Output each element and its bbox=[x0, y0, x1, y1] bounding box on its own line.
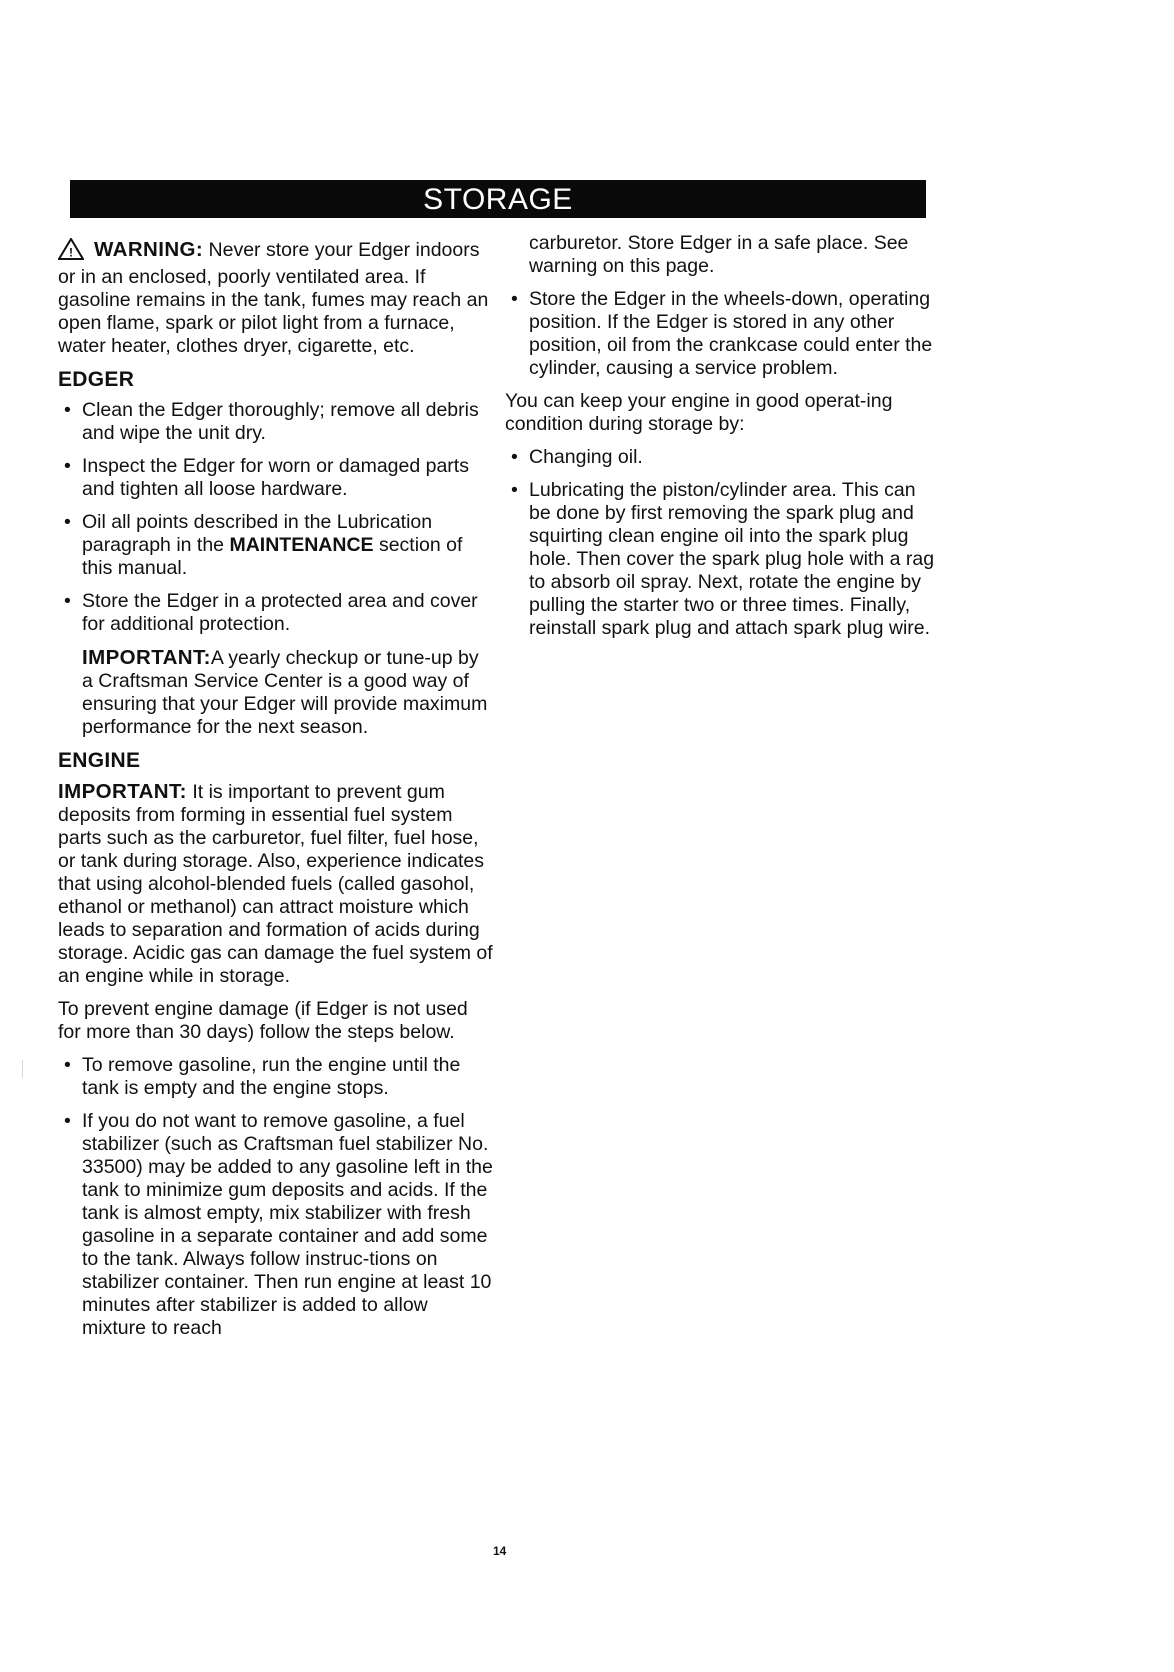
list-item-text: Oil all points described in the Lubrication paragraph in the bbox=[82, 511, 433, 556]
list-item: • Store the Edger in the wheels-down, operating position. If the Edger is stored in any other position, oil from the crankcase could enter the cylinder, causing a service problem. bbox=[511, 288, 933, 379]
warning-paragraph bbox=[58, 238, 494, 358]
section-title-banner: STORAGE bbox=[70, 180, 926, 218]
list-item-text: Clean the Edger thoroughly; remove all debris and wipe the unit dry. bbox=[82, 399, 479, 444]
continuation-paragraph: carburetor. Store Edger in a safe place. See warning on this page. bbox=[529, 232, 909, 277]
list-item: • Clean the Edger thoroughly; remove all debris and wipe the unit dry. bbox=[64, 399, 479, 444]
warning-triangle-icon bbox=[58, 238, 84, 266]
warning-label: WARNING: bbox=[94, 238, 204, 261]
list-item-text: To remove gasoline, run the engine until the tank is empty and the engine stops. bbox=[82, 1054, 461, 1099]
left-column bbox=[58, 238, 494, 1350]
list-item: • If you do not want to remove gasoline, a fuel stabilizer (such as Craftsman fuel stabilizer No. 33500) may be added to any gasoline left in the tank to minimize gum deposits and acids. If the tank is almost empty, mix stabilizer with fresh gasoline in a separate container and add some to the tank. Always follow instruc-tions on stabilizer container. Then run engine at least 10 minutes after stabilizer is added to allow mixture to reach bbox=[64, 1110, 493, 1339]
list-item: • Changing oil. bbox=[511, 446, 643, 468]
edger-important-note bbox=[58, 646, 494, 739]
important-text: It is important to prevent gum deposits from forming in essential fuel system parts such as the carburetor, fuel filter, fuel hose, or tank during storage. Also, experience indicates that using alcohol-blended fuels (called gasohol, ethanol or methanol) can attract moisture which leads to separation and formation of acids during storage. Acidic gas can damage the fuel system of an engine while in storage. bbox=[58, 781, 493, 987]
list-item: • To remove gasoline, run the engine until the tank is empty and the engine stops. bbox=[64, 1054, 461, 1099]
important-label: IMPORTANT: bbox=[58, 780, 187, 803]
list-item-text: Store the Edger in the wheels-down, operating position. If the Edger is stored in any other position, oil from the crankcase could enter the cylinder, causing a service problem. bbox=[529, 288, 933, 379]
important-label: IMPORTANT: bbox=[82, 646, 211, 669]
svg-text:!: ! bbox=[69, 245, 73, 260]
important-text: A yearly checkup or tune-up by a Craftsman Service Center is a good way of ensuring that your Edger will provide maximum performance for the next season. bbox=[82, 647, 488, 738]
list-item-text: section of this manual. bbox=[82, 534, 463, 579]
list-item: • Store the Edger in a protected area and cover for additional protection. bbox=[64, 590, 478, 635]
list-item-text: Store the Edger in a protected area and cover for additional protection. bbox=[82, 590, 478, 635]
engine-important-note bbox=[58, 780, 494, 988]
list-item-text: Inspect the Edger for worn or damaged parts and tighten all loose hardware. bbox=[82, 455, 469, 500]
list-item: • Lubricating the piston/cylinder area. This can be done by first removing the spark plug and squirting clean engine oil into the spark plug hole. Then cover the spark plug hole with a rag to absorb oil spray. Next, rotate the engine by pulling the starter two or three times. Finally, reinstall spark plug and attach spark plug wire. bbox=[511, 479, 935, 639]
page-number: 14 bbox=[493, 1544, 507, 1558]
right-column bbox=[505, 232, 935, 650]
list-item-text: Changing oil. bbox=[529, 446, 643, 468]
edger-heading: EDGER bbox=[58, 368, 135, 391]
scan-artifact bbox=[22, 1060, 23, 1078]
list-item: • Oil all points described in the Lubrication paragraph in the MAINTENANCE section of this manual. bbox=[64, 511, 463, 579]
warning-text: Never store your Edger indoors or in an enclosed, poorly ventilated area. If gasoline remains in the tank, fumes may reach an open flame, spark or pilot light from a furnace, water heater, clothes dryer, cigarette, etc. bbox=[58, 239, 489, 357]
list-item-text: Lubricating the piston/cylinder area. This can be done by first removing the spark plug and squirting clean engine oil into the spark plug hole. Then cover the spark plug hole with a rag to absorb oil spray. Next, rotate the engine by pulling the starter two or three times. Finally, reinstall spark plug and attach spark plug wire. bbox=[529, 479, 935, 639]
list-item-text: If you do not want to remove gasoline, a fuel stabilizer (such as Craftsman fuel stabilizer No. 33500) may be added to any gasoline left in the tank to minimize gum deposits and acids. If the tank is almost empty, mix stabilizer with fresh gasoline in a separate container and add some to the tank. Always follow instruc-tions on stabilizer container. Then run engine at least 10 minutes after stabilizer is added to allow mixture to reach bbox=[82, 1110, 493, 1339]
maintenance-reference: MAINTENANCE bbox=[229, 534, 374, 556]
keep-paragraph: You can keep your engine in good operat-ing condition during storage by: bbox=[505, 390, 893, 435]
prevent-paragraph: To prevent engine damage (if Edger is not used for more than 30 days) follow the steps below. bbox=[58, 998, 468, 1043]
engine-heading: ENGINE bbox=[58, 749, 141, 772]
list-item: • Inspect the Edger for worn or damaged parts and tighten all loose hardware. bbox=[64, 455, 469, 500]
